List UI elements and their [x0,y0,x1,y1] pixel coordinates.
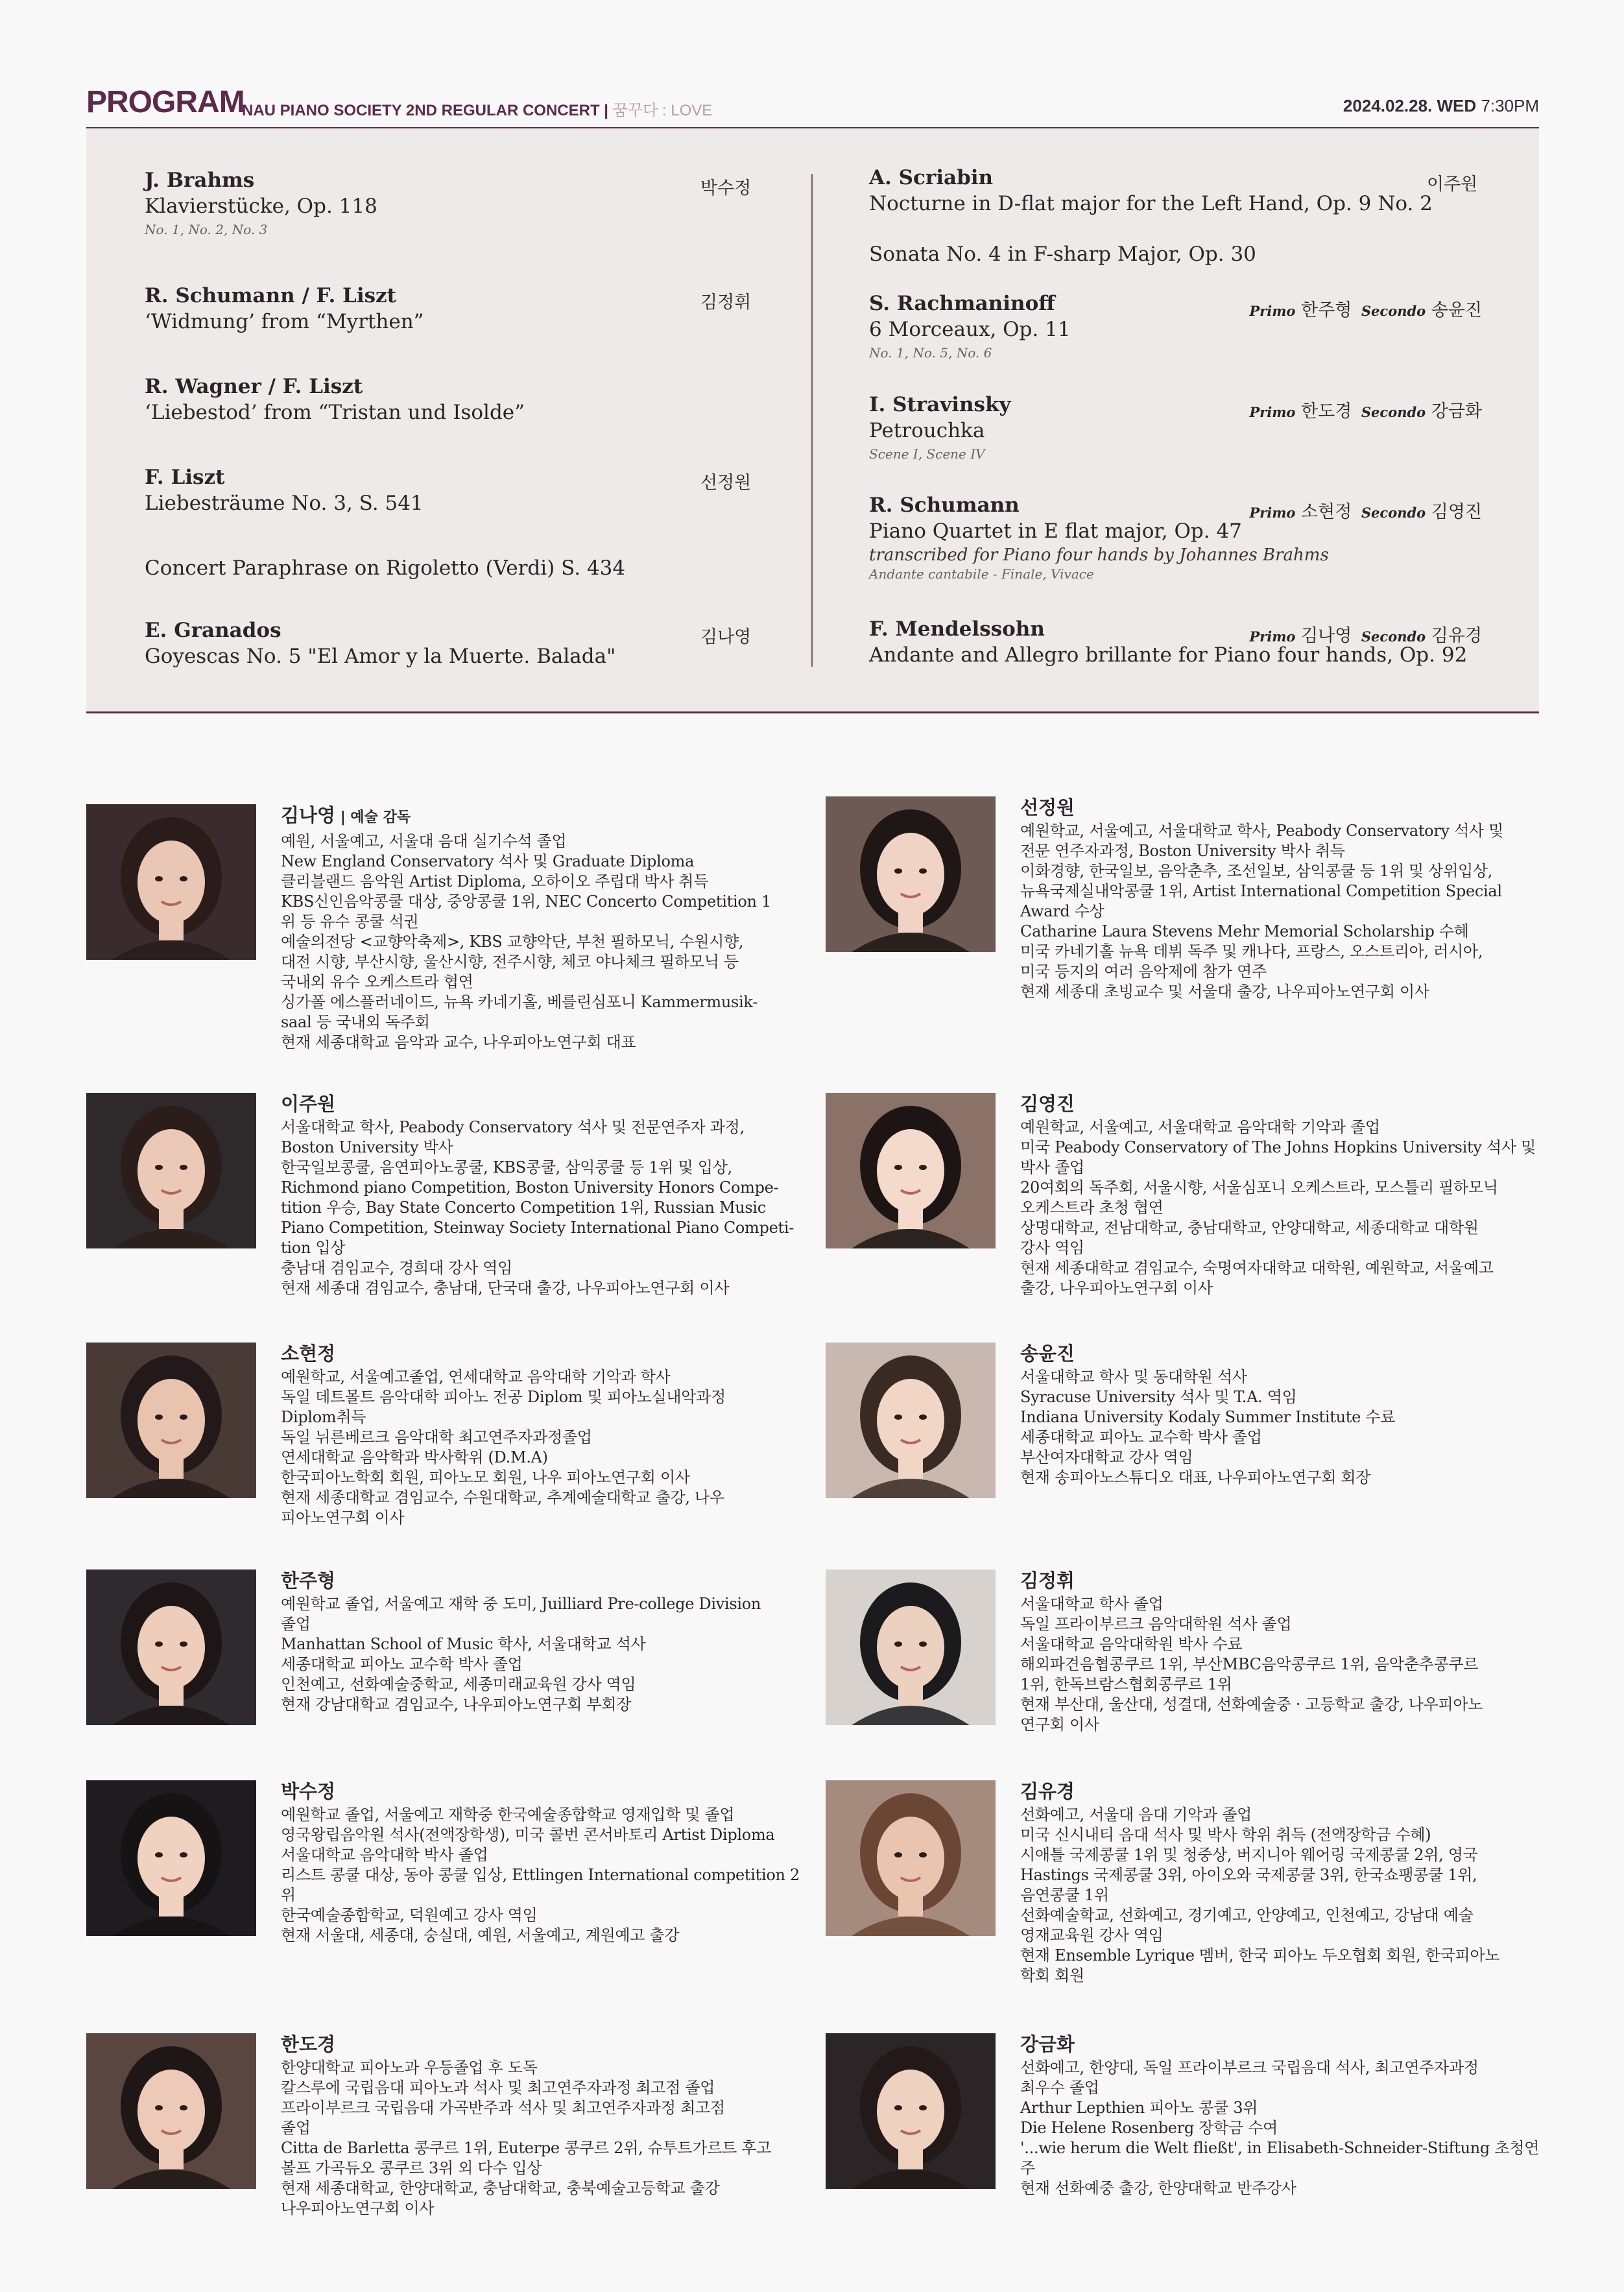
bio-text [1020,2033,1539,2199]
duo-performers [1249,296,1482,321]
bio-line: 음연콩쿨 1위 [1020,1886,1109,1904]
bio-line: 해외파견음협콩쿠르 1위, 부산MBC음악콩쿠르 1위, 음악춘추콩쿠르 [1020,1655,1479,1673]
bio-line: 예원, 서울예고, 서울대 음대 실기수석 졸업 [281,832,567,850]
performer-name [281,1093,800,1115]
performer-name [281,1570,800,1592]
bio-line: 한국예술종합학교, 덕원예고 강사 역임 [281,1906,538,1924]
bio-line: Piano Competition, Steinway Society International Piano Competi- [281,1219,794,1237]
bio-line: 대전 시향, 부산시향, 울산시향, 전주시향, 체코 야나체크 필하모닉 등 [281,953,739,971]
name-text: 김영진 [1020,1093,1075,1115]
bio-line: 서울대학교 음악대학원 박사 수료 [1020,1635,1243,1653]
portrait-photo [826,1570,996,1725]
bio-line: 현재 송피아노스튜디오 대표, 나우피아노연구회 회장 [1020,1468,1371,1486]
bio-lines [1020,1594,1539,1735]
bio-line: 위 등 유수 콩쿨 석권 [281,913,419,931]
work-title: Petrouchka [869,419,985,442]
composer: S. Rachmaninoff [869,292,1055,315]
bio-lines [1020,1805,1539,1986]
program-item [869,166,1433,218]
bio-line: tion 입상 [281,1239,346,1257]
bio-text [1020,1780,1539,1986]
bio-line: 피아노연구회 이사 [281,1509,405,1527]
composer: R. Wagner / F. Liszt [145,375,363,398]
bio-line: 클리블랜드 음악원 Artist Diploma, 오하이오 주립대 박사 취득 [281,872,709,890]
bio-line: 미국 Peabody Conservatory of The Johns Hopkins University 석사 및 [1020,1138,1536,1156]
subtitle-separator: | [599,102,613,119]
composer: F. Mendelssohn [869,617,1045,641]
page-title: PROGRAM [86,85,245,119]
work-title: Piano Quartet in E flat major, Op. 47 [869,519,1242,543]
concert-name: NAU PIANO SOCIETY 2ND REGULAR CONCERT [242,102,600,119]
performer-name [281,2033,800,2055]
bio-line: 싱가폴 에스플러네이드, 뉴욕 카네기홀, 베를린심포니 Kammermusik- [281,993,758,1011]
bio-line: 한국피아노학회 회원, 피아노모 회원, 나우 피아노연구회 이사 [281,1468,690,1486]
duo-performers [1249,497,1482,523]
bio-line: 예원학교, 서울예고, 서울대학교 음악대학 기악과 졸업 [1020,1118,1380,1136]
bio-text [281,1570,800,1715]
performer-name [1020,1780,1539,1802]
performer-name [281,1780,800,1802]
bio-lines [281,1594,800,1715]
bio-lines [1020,1117,1539,1298]
program-panel [86,128,1539,713]
portrait-photo [826,1343,996,1498]
time-text: 7:30PM [1481,96,1539,115]
bio-line: Arthur Lepthien 피아노 콩쿨 3위 [1020,2099,1258,2117]
bio-line: 현재 강남대학교 겸임교수, 나우피아노연구회 부회장 [281,1695,632,1713]
secondo-name: 송윤진 [1431,300,1482,320]
secondo-name: 김영진 [1431,502,1482,522]
program-item [869,292,1071,361]
concert-date [1343,96,1539,116]
movements: Scene I, Scene IV [869,446,985,462]
work-title: Sonata No. 4 in F-sharp Major, Op. 30 [869,243,1256,266]
bio-line: 서울대학교 학사 및 동대학원 석사 [1020,1368,1247,1386]
bio-line: New England Conservatory 석사 및 Graduate Diploma [281,852,695,870]
performer-name [1020,1093,1539,1115]
bio-line: 선화예고, 서울대 음대 기악과 졸업 [1020,1806,1252,1824]
bio-line: Diplom취득 [281,1408,366,1426]
bio-line: 현재 부산대, 울산대, 성결대, 선화예술중 · 고등학교 출강, 나우피아노 [1020,1695,1483,1713]
bio-line: 독일 프라이부르크 음악대학원 석사 졸업 [1020,1615,1292,1633]
bio-line: 영재교육원 강사 역임 [1020,1926,1164,1944]
bio-text [1020,796,1539,1002]
work-title: Nocturne in D-flat major for the Left Hand, Op. 9 No. 2 [869,192,1433,215]
bio-line: 강사 역임 [1020,1239,1084,1257]
bio-line: 예원학교, 서울예고졸업, 연세대학교 음악대학 기악과 학사 [281,1368,671,1386]
work-title: Liebesträume No. 3, S. 541 [145,492,424,515]
bio-line: 현재 Ensemble Lyrique 멤버, 한국 피아노 두오협회 회원, 한국피아노 [1020,1946,1500,1964]
performer: 선정원 [700,473,752,493]
bio-line: 현재 세종대학교 음악과 교수, 나우피아노연구회 대표 [281,1033,636,1051]
bio-line: Catharine Laura Stevens Mehr Memorial Scholarship 수혜 [1020,922,1469,940]
bio-line: tition 우승, Bay State Concerto Competition 1위, Russian Music [281,1199,766,1217]
bio-text [1020,1343,1539,1488]
program-item [869,240,1256,269]
bio-lines [281,831,800,1053]
work-title: Klavierstücke, Op. 118 [145,195,377,218]
bio-line: 칼스루에 국립음대 피아노과 석사 및 최고연주자과정 최고점 졸업 [281,2079,715,2097]
primo-name: 한주형 [1301,300,1352,320]
performer-name [281,1343,800,1365]
bio-line: Award 수상 [1020,902,1105,920]
bio-line: 20여회의 독주회, 서울시향, 서울심포니 오케스트라, 모스틀리 필하모닉 [1020,1178,1498,1197]
bio-line: KBS신인음악콩쿨 대상, 중앙콩쿨 1위, NEC Concerto Competition 1 [281,892,771,911]
bio-text [281,2033,800,2219]
composer: I. Stravinsky [869,393,1011,416]
composer: E. Granados [145,619,281,642]
bio-line: Die Helene Rosenberg 장학금 수여 [1020,2119,1278,2137]
work-title: Andante and Allegro brillante for Piano four hands, Op. 92 [869,643,1468,667]
bio-text [281,1780,800,1946]
performer-name [1020,2033,1539,2055]
program-item [145,375,525,427]
bio-line: 이화경향, 한국일보, 음악춘추, 조선일보, 삼익콩쿨 등 1위 및 상위입상, [1020,862,1493,880]
name-text: 한주형 [281,1570,336,1592]
primo-label: Primo [1249,628,1296,645]
work-title: 6 Morceaux, Op. 11 [869,318,1071,341]
bio-line: 미국 신시내티 음대 석사 및 박사 학위 취득 (전액장학금 수혜) [1020,1826,1431,1844]
bio-text [281,1343,800,1528]
performer: 김정휘 [700,292,752,313]
bio-line: 1위, 한독브람스협회콩쿠르 1위 [1020,1675,1232,1693]
program-item [145,284,424,336]
bio-line: 최우수 졸업 [1020,2079,1099,2097]
movements: No. 1, No. 2, No. 3 [145,222,268,237]
bio-line: 예원학교 졸업, 서울예고 재학중 한국예술종합학교 영재입학 및 졸업 [281,1806,735,1824]
movements: No. 1, No. 5, No. 6 [869,345,992,361]
bio-line: 세종대학교 피아노 교수학 박사 졸업 [1020,1428,1262,1446]
primo-name: 한도경 [1301,401,1352,422]
portrait-photo [826,796,996,952]
portrait-photo [86,2033,256,2189]
bio-text [281,1093,800,1298]
bio-line: 전문 연주자과정, Boston University 박사 취득 [1020,842,1345,860]
bio-line: 뉴욕국제실내악콩쿨 1위, Artist International Competition Special [1020,882,1502,900]
name-text: 강금화 [1020,2033,1075,2055]
program-item [145,169,377,237]
bio-line: Manhattan School of Music 학사, 서울대학교 석사 [281,1635,646,1653]
bio-line: 현재 서울대, 세종대, 숭실대, 예원, 서울예고, 계원예고 출강 [281,1926,680,1944]
bio-line: 선화예술학교, 선화예고, 경기예고, 안양예고, 인천예고, 강남대 예술 [1020,1906,1474,1924]
bio-text [1020,1093,1539,1298]
composer: J. Brahms [145,169,255,192]
portrait-photo [86,804,256,960]
portrait-photo [826,1093,996,1248]
bio-line: 졸업 [281,1615,311,1633]
portrait-photo [826,1780,996,1936]
bio-line: 부산여자대학교 강사 역임 [1020,1448,1193,1466]
duo-performers [1249,397,1482,422]
bio-line: 출강, 나우피아노연구회 이사 [1020,1279,1213,1297]
bio-line: 인천예고, 선화예술중학교, 세종미래교육원 강사 역임 [281,1675,636,1693]
bio-line: 연세대학교 음악학과 박사학위 (D.M.A) [281,1448,548,1466]
bio-lines [281,1117,800,1298]
bio-line: 현재 세종대 초빙교수 및 서울대 출강, 나우피아노연구회 이사 [1020,983,1429,1001]
header [86,83,1539,128]
performer-name [281,804,800,829]
performer: 김나영 [700,627,752,647]
bio-line: Syracuse University 석사 및 T.A. 역임 [1020,1388,1297,1406]
bio-line: 서울대학교 음악대학 박사 졸업 [281,1846,488,1864]
name-text: 소현정 [281,1343,336,1365]
secondo-label: Secondo [1361,505,1426,521]
secondo-name: 김유경 [1431,626,1482,646]
bio-text [281,804,800,1053]
primo-label: Primo [1249,404,1296,420]
bio-line: 졸업 [281,2119,311,2137]
portrait-photo [86,1570,256,1725]
bio-line: 현재 세종대학교 겸임교수, 숙명여자대학교 대학원, 예원학교, 서울예고 [1020,1259,1494,1277]
bio-line: 독일 뉘른베르크 음악대학 최고연주자과정졸업 [281,1428,592,1446]
bio-line: 세종대학교 피아노 교수학 박사 졸업 [281,1655,523,1673]
bio-lines [1020,821,1539,1002]
performer-role: | 예술 감독 [335,809,411,826]
bio-lines [1020,1367,1539,1488]
bio-line: 서울대학교 학사 졸업 [1020,1595,1164,1613]
performer-name [1020,1343,1539,1365]
secondo-label: Secondo [1361,628,1426,645]
bio-text [1020,1570,1539,1735]
bio-line: 오케스트라 초청 협연 [1020,1199,1164,1217]
performer: 이주원 [1427,174,1478,195]
program-item [145,554,625,582]
portrait-photo [826,2033,996,2189]
bio-line: Citta de Barletta 콩쿠르 1위, Euterpe 콩쿠르 2위, 슈투트가르트 후고 [281,2139,772,2157]
bio-line: 리스트 콩쿨 대상, 동아 콩쿨 입상, Ettlingen International competition 2위 [281,1866,800,1904]
bio-line: 나우피아노연구회 이사 [281,2199,435,2217]
bio-line: Richmond piano Competition, Boston University Honors Compe- [281,1178,779,1197]
primo-label: Primo [1249,303,1296,319]
bio-line: 국내외 유수 오케스트라 협연 [281,973,473,991]
bio-line: 미국 카네기홀 뉴욕 데뷔 독주 및 캐나다, 프랑스, 오스트리아, 러시아, [1020,942,1483,961]
bio-line: 현재 세종대 겸임교수, 충남대, 단국대 출강, 나우피아노연구회 이사 [281,1279,730,1297]
bio-line: 서울대학교 학사, Peabody Conservatory 석사 및 전문연주자 과정, [281,1118,745,1136]
concert-theme: 꿈꾸다 : LOVE [612,102,713,119]
composer: F. Liszt [145,466,225,489]
primo-name: 소현정 [1301,502,1352,522]
bio-line: 연구회 이사 [1020,1715,1099,1734]
bio-line: 볼프 가곡듀오 콩쿠르 3위 외 다수 입상 [281,2159,542,2177]
composer: R. Schumann / F. Liszt [145,284,396,307]
secondo-label: Secondo [1361,404,1426,420]
work-title: Goyescas No. 5 "El Amor y la Muerte. Balada" [145,645,616,668]
name-text: 김정휘 [1020,1570,1075,1592]
performer-name [1020,1570,1539,1592]
program-item [145,619,615,671]
bio-line: 시애틀 국제콩쿨 1위 및 청중상, 버지니아 웨어링 국제콩쿨 2위, 영국 [1020,1846,1478,1864]
name-text: 선정원 [1020,796,1075,818]
bio-line: 한양대학교 피아노과 우등졸업 후 도독 [281,2059,538,2077]
bio-lines [281,1367,800,1528]
name-text: 송윤진 [1020,1343,1075,1365]
secondo-label: Secondo [1361,303,1426,319]
work-title: ‘Widmung’ from “Myrthen” [145,310,424,333]
program-item [145,466,424,518]
bio-line: 현재 세종대학교, 한양대학교, 충남대학교, 충북예술고등학교 출강 [281,2179,720,2197]
composer: R. Schumann [869,494,1020,517]
bio-line: Hastings 국제콩쿨 3위, 아이오와 국제콩쿨 3위, 한국쇼팽콩쿨 1위, [1020,1866,1477,1884]
bio-line: 미국 등지의 여러 음악제에 참가 연주 [1020,962,1267,981]
bio-line: 한국일보콩쿨, 음연피아노콩쿨, KBS콩쿨, 삼익콩쿨 등 1위 및 입상, [281,1158,732,1176]
primo-name: 김나영 [1301,626,1352,646]
name-text: 이주원 [281,1093,336,1115]
portrait-photo [86,1343,256,1498]
bio-line: 현재 세종대학교 겸임교수, 수원대학교, 추계예술대학교 출강, 나우 [281,1488,724,1507]
name-text: 김나영 [281,804,336,826]
bio-line: '...wie herum die Welt fließt', in Elisabeth-Schneider-Stiftung 초청연주 [1020,2139,1539,2177]
program-item [869,393,1010,462]
performer: 박수정 [700,178,752,198]
primo-label: Primo [1249,505,1296,521]
work-title: Concert Paraphrase on Rigoletto (Verdi) S. 434 [145,556,626,580]
secondo-name: 강금화 [1431,401,1482,422]
concert-subtitle [242,97,712,120]
name-text: 박수정 [281,1780,336,1802]
bio-line: 프라이부르크 국립음대 가곡반주과 석사 및 최고연주자과정 최고점 [281,2099,725,2117]
bio-line: 예원학교 졸업, 서울예고 재학 중 도미, Juilliard Pre-college Division [281,1595,761,1613]
portrait-photo [86,1093,256,1248]
bio-line: saal 등 국내외 독주회 [281,1013,430,1031]
bio-line: 학회 회원 [1020,1966,1084,1985]
composer: A. Scriabin [869,166,994,189]
column-divider [811,174,813,667]
bio-line: 충남대 겸임교수, 경희대 강사 역임 [281,1259,513,1277]
bio-line: 현재 선화예중 출강, 한양대학교 반주강사 [1020,2179,1296,2197]
bio-line: 선화예고, 한양대, 독일 프라이부르크 국립음대 석사, 최고연주자과정 [1020,2059,1479,2077]
performer-name [1020,796,1539,818]
bio-line: 영국왕립음악원 석사(전액장학생), 미국 콜번 콘서바토리 Artist Diploma [281,1826,775,1844]
duo-performers [1249,621,1482,647]
bio-line: Boston University 박사 [281,1138,453,1156]
movements: Andante cantabile - Finale, Vivace [869,566,1094,582]
bio-line: 상명대학교, 전남대학교, 충남대학교, 안양대학교, 세종대학교 대학원 [1020,1219,1479,1237]
date-text: 2024.02.28. WED [1343,96,1477,115]
transcription-note: transcribed for Piano four hands by Johannes Brahms [869,545,1329,565]
bio-lines [281,1805,800,1946]
work-title: ‘Liebestod’ from “Tristan und Isolde” [145,401,525,424]
bio-line: Indiana University Kodaly Summer Institute 수료 [1020,1408,1396,1426]
bio-lines [1020,2058,1539,2199]
portrait-photo [86,1780,256,1936]
bio-line: 예원학교, 서울예고, 서울대학교 학사, Peabody Conservatory 석사 및 [1020,822,1504,840]
bio-line: 독일 데트몰트 음악대학 피아노 전공 Diplom 및 피아노실내악과정 [281,1388,726,1406]
bio-line: 박사 졸업 [1020,1158,1084,1176]
name-text: 한도경 [281,2033,336,2055]
name-text: 김유경 [1020,1780,1075,1802]
bio-lines [281,2058,800,2219]
bio-line: 예술의전당 <교향악축제>, KBS 교향악단, 부천 필하모닉, 수원시향, [281,933,744,951]
